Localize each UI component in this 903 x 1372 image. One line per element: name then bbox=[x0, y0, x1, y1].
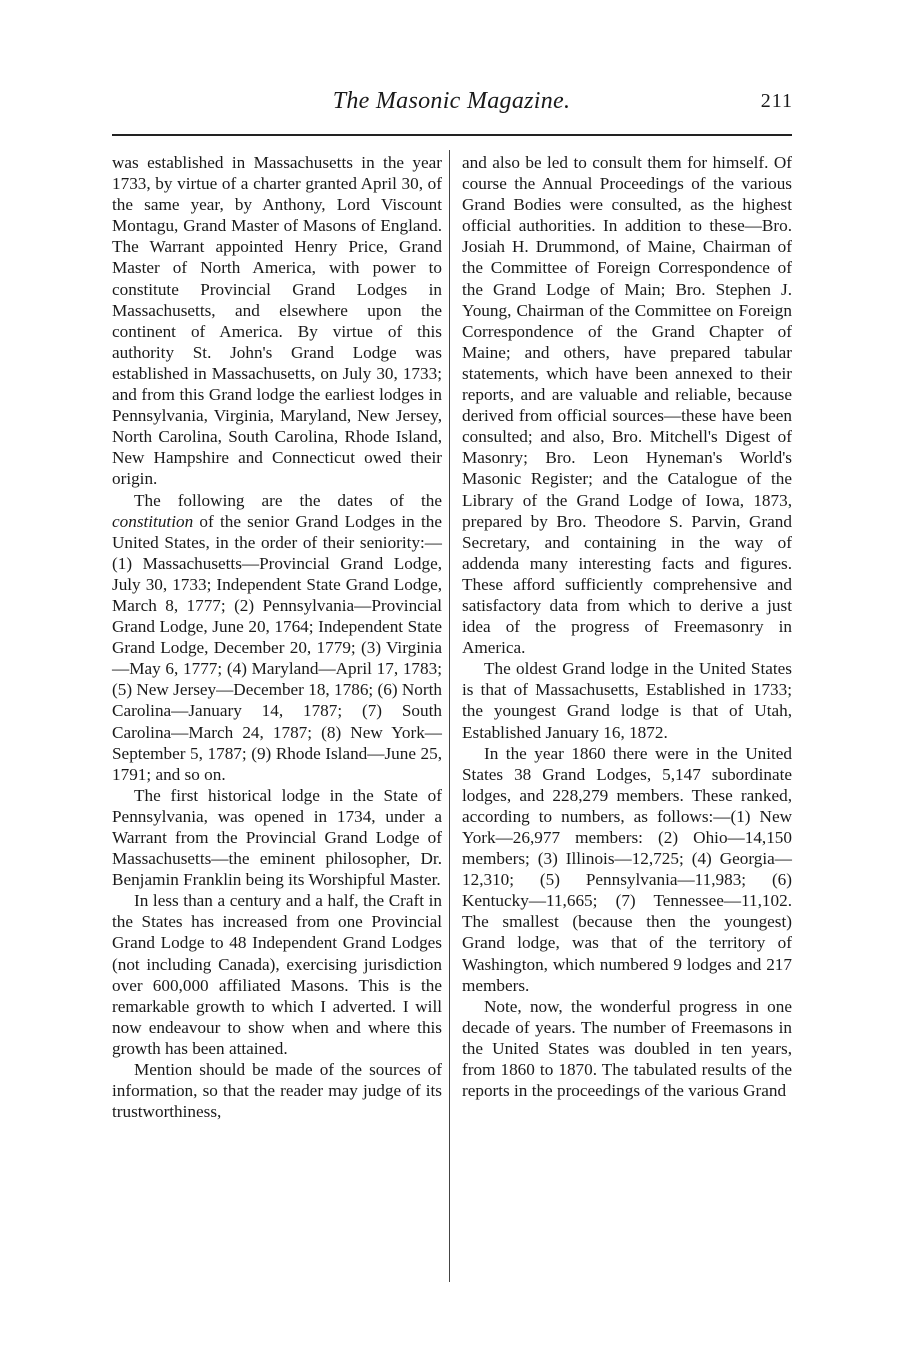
paragraph bbox=[112, 490, 442, 785]
paragraph: In less than a century and a half, the Craft in the States has increased from one Provincial Grand Lodge to 48 Independent Grand Lodges (not including Canada), exercising jurisdiction over 600,000 affiliated Masons. This is the remarkable growth to which I adverted. I will now endeavour to show when and where this growth has been attained. bbox=[112, 891, 442, 1058]
left-column bbox=[112, 152, 442, 1122]
paragraph: The oldest Grand lodge in the United States is that of Massachusetts, Established in 1733; the youngest Grand lodge is that of Utah, Established January 16, 1872. bbox=[462, 659, 792, 742]
paragraph-text: The following are the dates of the bbox=[134, 490, 442, 510]
page-header bbox=[110, 88, 793, 124]
running-title: The Masonic Magazine. bbox=[332, 88, 571, 114]
paragraph: In the year 1860 there were in the United States 38 Grand Lodges, 5,147 subordinate lodges, and 228,279 members. These ranked, according to numbers, as follows:—(1) New York—26,977 members: (2) Ohio—14,150 members; (3) Illinois—12,725; (4) Georgia—12,310; (5) Pennsylvania—11,983; (6) Kentucky—11,665; (7) Tennessee—11,102. The smallest (because then the youngest) Grand lodge, was that of the territory of Washington, which numbered 9 lodges and 217 members. bbox=[462, 743, 792, 995]
paragraph: and also be led to consult them for himself. Of course the Annual Proceedings of the various Grand Bodies were consulted, as the highest official authorities. In addition to these—Bro. Josiah H. Drummond, of Maine, Chairman of the Committee of Foreign Correspondence of the Grand Lodge of Main; Bro. Stephen J. Young, Chairman of the Committee on Foreign Correspondence of the Grand Chapter of Maine; and others, have prepared tabular statements, which have been annexed to their reports, and are valuable and reliable, because derived from official sources—these have been consulted; and also, Bro. Mitchell's Digest of Masonry; Bro. Leon Hyneman's World's Masonic Register; and the Catalogue of the Library of the Grand Lodge of Iowa, 1873, prepared by Bro. Theodore S. Parvin, Grand Secretary, and containing in the way of addenda many interesting facts and figures. These afford sufficiently comprehensive and satisfactory data from which to derive a just idea of the progress of Freemasonry in America. bbox=[462, 153, 792, 658]
page-number: 211 bbox=[760, 90, 793, 112]
paragraph: was established in Massachusetts in the year 1733, by virtue of a charter granted April 30, of the same year, by Anthony, Lord Viscount Montagu, Grand Master of Masons of England. The Warrant appointed Henry Price, Grand Master of North America, with power to constitute Provincial Grand Lodges in Massachusetts, and elsewhere upon the continent of America. By virtue of this authority St. John's Grand Lodge was established in Massachusetts, on July 30, 1733; and from this Grand lodge the earliest lodges in Pennsylvania, Virginia, Maryland, New Jersey, North Carolina, South Carolina, Rhode Island, New Hampshire and Connecticut owed their origin. bbox=[112, 153, 442, 489]
paragraph: Mention should be made of the sources of information, so that the reader may judge of its trustworthiness, bbox=[112, 1060, 442, 1122]
header-rule bbox=[112, 134, 792, 136]
paragraph: The first historical lodge in the State of Pennsylvania, was opened in 1734, under a Warrant from the Provincial Grand Lodge of Massachusetts—the eminent philosopher, Dr. Benjamin Franklin being its Worshipful Master. bbox=[112, 785, 442, 890]
emphasis-text: constitution bbox=[112, 511, 194, 531]
right-column bbox=[462, 152, 792, 1101]
column-divider bbox=[449, 150, 450, 1282]
paragraph-text: of the senior Grand Lodges in the United States, in the order of their seniority:—(1) Massachusetts—Provincial Grand Lodge, July 30, 1733; Independent State Grand Lodge, March 8, 1777; (2) Pennsylvania—Provincial Grand Lodge, June 20, 1764; Independent State Grand Lodge, December 20, 1779; (3) Virginia—May 6, 1777; (4) Maryland—April 17, 1783; (5) New Jersey—December 18, 1786; (6) North Carolina—January 14, 1787; (7) South Carolina—March 24, 1787; (8) New York—September 5, 1787; (9) Rhode Island—June 25, 1791; and so on. bbox=[112, 511, 442, 784]
paragraph: Note, now, the wonderful progress in one decade of years. The number of Freemasons in the United States was doubled in ten years, from 1860 to 1870. The tabulated results of the reports in the proceedings of the various Grand bbox=[462, 996, 792, 1101]
